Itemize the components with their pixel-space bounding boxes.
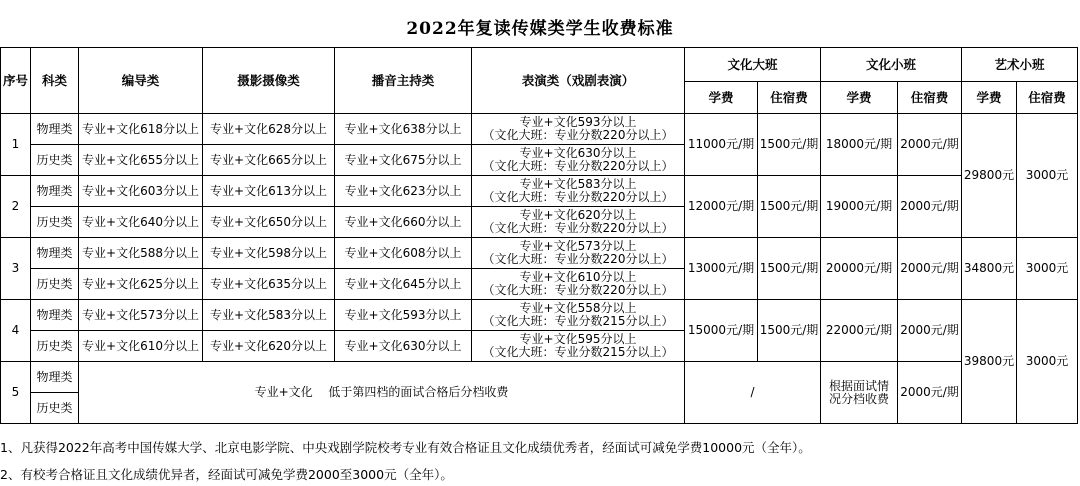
large-dorm-cell: 1500元/期 [758,238,821,300]
small-dorm-cell: 2000元/期 [898,238,962,300]
header-art-dorm: 住宿费 [1017,82,1078,114]
small-tuition-cell: 根据面试情 况分档收费 [821,362,898,424]
broadcasting-cell: 专业+文化608分以上 [335,238,472,269]
broadcasting-cell: 专业+文化630分以上 [335,331,472,362]
small-tuition-cell: 18000元/期 [821,114,898,176]
art-dorm-cell: 3000元 [1017,300,1078,424]
photography-cell: 专业+文化620分以上 [203,331,335,362]
header-art-class: 艺术小班 [962,48,1078,82]
small-dorm-cell: 2000元/期 [898,300,962,362]
directing-cell: 专业+文化603分以上 [79,176,203,207]
art-tuition-cell: 34800元 [962,238,1017,300]
photography-cell: 专业+文化650分以上 [203,207,335,238]
table-row [1,176,1078,207]
large-dorm-cell: 1500元/期 [758,114,821,176]
page-title: 2022年复读传媒类学生收费标准 [406,19,674,39]
table-row [1,114,1078,145]
header-seq: 序号 [1,48,31,114]
photography-cell: 专业+文化583分以上 [203,300,335,331]
header-small-class: 文化小班 [821,48,962,82]
directing-cell: 专业+文化640分以上 [79,207,203,238]
header-directing: 编导类 [79,48,203,114]
performance-cell: 专业+文化620分以上 （文化大班：专业分数220分以上） [472,207,685,238]
subject-cell: 物理类 [31,362,79,393]
table-row [1,238,1078,269]
performance-cell: 专业+文化573分以上 （文化大班：专业分数220分以上） [472,238,685,269]
photography-cell: 专业+文化613分以上 [203,176,335,207]
small-tuition-cell: 20000元/期 [821,238,898,300]
art-tuition-cell: 39800元 [962,300,1017,424]
performance-cell: 专业+文化558分以上 （文化大班：专业分数215分以上） [472,300,685,331]
footnote-2: 2、有校考合格证且文化成绩优异者，经面试可减免学费2000至3000元（全年）。 [0,467,453,482]
broadcasting-cell: 专业+文化623分以上 [335,176,472,207]
seq-cell: 1 [1,114,31,176]
performance-cell: 专业+文化593分以上 （文化大班：专业分数220分以上） [472,114,685,145]
subject-cell: 物理类 [31,114,79,145]
broadcasting-cell: 专业+文化675分以上 [335,145,472,176]
directing-cell: 专业+文化610分以上 [79,331,203,362]
seq-cell: 2 [1,176,31,238]
large-tuition-cell: 11000元/期 [685,114,758,176]
subject-cell: 历史类 [31,145,79,176]
header-small-tuition: 学费 [821,82,898,114]
seq-cell: 5 [1,362,31,424]
large-dorm-cell: 1500元/期 [758,300,821,362]
photography-cell: 专业+文化598分以上 [203,238,335,269]
header-small-dorm: 住宿费 [898,82,962,114]
header-subject: 科类 [31,48,79,114]
subject-cell: 物理类 [31,238,79,269]
table-row [1,362,1078,393]
photography-cell: 专业+文化635分以上 [203,269,335,300]
art-tuition-cell: 29800元 [962,114,1017,238]
header-art-tuition: 学费 [962,82,1017,114]
small-tuition-cell: 22000元/期 [821,300,898,362]
photography-cell: 专业+文化665分以上 [203,145,335,176]
header-large-tuition: 学费 [685,82,758,114]
fee-table [0,47,1078,424]
directing-cell: 专业+文化588分以上 [79,238,203,269]
header-large-dorm: 住宿费 [758,82,821,114]
broadcasting-cell: 专业+文化593分以上 [335,300,472,331]
large-tuition-cell: 13000元/期 [685,238,758,300]
subject-cell: 历史类 [31,393,79,424]
directing-cell: 专业+文化625分以上 [79,269,203,300]
broadcasting-cell: 专业+文化660分以上 [335,207,472,238]
small-dorm-cell: 2000元/期 [898,362,962,424]
large-dorm-cell: 1500元/期 [758,176,821,238]
subject-cell: 历史类 [31,269,79,300]
subject-cell: 物理类 [31,176,79,207]
small-tuition-cell: 19000元/期 [821,176,898,238]
requirement-cell: 专业+文化 低于第四档的面试合格后分档收费 [79,362,685,424]
performance-cell: 专业+文化610分以上 （文化大班：专业分数220分以上） [472,269,685,300]
header-large-class: 文化大班 [685,48,821,82]
broadcasting-cell: 专业+文化645分以上 [335,269,472,300]
large-tuition-cell: 12000元/期 [685,176,758,238]
directing-cell: 专业+文化573分以上 [79,300,203,331]
subject-cell: 物理类 [31,300,79,331]
performance-cell: 专业+文化595分以上 （文化大班：专业分数215分以上） [472,331,685,362]
directing-cell: 专业+文化618分以上 [79,114,203,145]
art-dorm-cell: 3000元 [1017,238,1078,300]
small-dorm-cell: 2000元/期 [898,176,962,238]
subject-cell: 历史类 [31,207,79,238]
seq-cell: 3 [1,238,31,300]
small-dorm-cell: 2000元/期 [898,114,962,176]
subject-cell: 历史类 [31,331,79,362]
header-performance: 表演类（戏剧表演） [472,48,685,114]
header-photography: 摄影摄像类 [203,48,335,114]
large-class-cell: / [685,362,821,424]
header-broadcasting: 播音主持类 [335,48,472,114]
art-dorm-cell: 3000元 [1017,114,1078,238]
large-tuition-cell: 15000元/期 [685,300,758,362]
footnote-1: 1、凡获得2022年高考中国传媒大学、北京电影学院、中央戏剧学院校考专业有效合格证且文化成绩优秀者，经面试可减免学费10000元（全年）。 [0,440,811,455]
photography-cell: 专业+文化628分以上 [203,114,335,145]
directing-cell: 专业+文化655分以上 [79,145,203,176]
performance-cell: 专业+文化583分以上 （文化大班：专业分数220分以上） [472,176,685,207]
broadcasting-cell: 专业+文化638分以上 [335,114,472,145]
seq-cell: 4 [1,300,31,362]
performance-cell: 专业+文化630分以上 （文化大班：专业分数220分以上） [472,145,685,176]
table-row [1,300,1078,331]
